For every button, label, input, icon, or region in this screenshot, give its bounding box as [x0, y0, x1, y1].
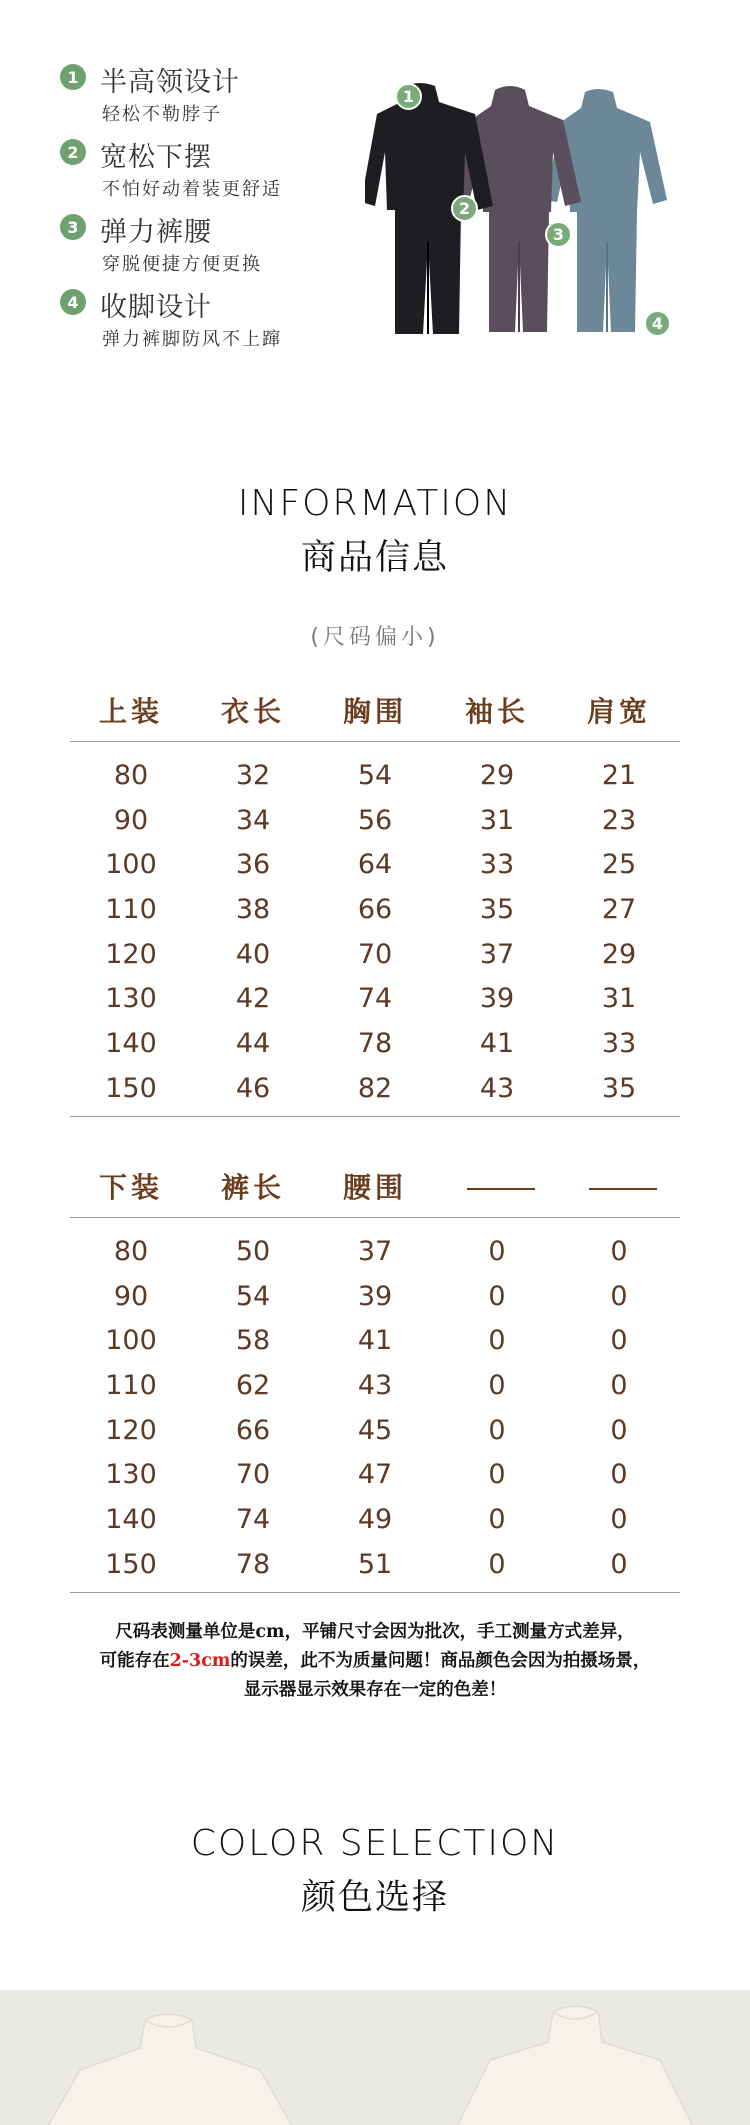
table-cell: 41 — [479, 1028, 515, 1060]
table-body — [70, 754, 680, 1112]
feature-item — [60, 210, 350, 285]
column-header: 衣长 — [220, 695, 285, 728]
table-cell: 21 — [601, 760, 637, 791]
table-cell: 36 — [235, 849, 271, 881]
table-cell: 150 — [105, 1072, 157, 1104]
table-cell: 78 — [357, 1028, 393, 1060]
table-cell: 39 — [357, 1280, 393, 1312]
table-divider — [70, 1116, 680, 1117]
table-cell: 120 — [105, 938, 157, 970]
table-cell: 33 — [479, 849, 515, 881]
disclaimer-text: 可能存在 — [99, 1651, 170, 1671]
white-sweater-previews — [0, 1990, 750, 2125]
table-cell: 0 — [610, 1325, 628, 1357]
table-cell: 0 — [488, 1370, 506, 1402]
table-cell: 49 — [357, 1504, 393, 1536]
table-cell: 0 — [488, 1325, 506, 1357]
table-cell: 78 — [235, 1548, 271, 1580]
table-cell: 100 — [105, 1325, 157, 1357]
table-row — [70, 933, 680, 978]
color-preview-band — [0, 1990, 750, 2125]
table-cell: 130 — [105, 983, 157, 1015]
table-cell: 27 — [601, 894, 637, 926]
table-cell: 0 — [488, 1548, 506, 1580]
table-row — [70, 799, 680, 844]
table-row — [70, 1364, 680, 1409]
feature-number-badge: 1 — [60, 64, 86, 90]
table-cell: 31 — [479, 804, 515, 836]
table-cell: 35 — [601, 1072, 637, 1104]
table-row — [70, 888, 680, 933]
table-cell: 43 — [357, 1370, 393, 1402]
feature-subtitle: 穿脱便捷方便更换 — [102, 254, 262, 275]
table-cell: 0 — [488, 1414, 506, 1446]
table-cell: 140 — [105, 1504, 157, 1536]
table-row — [70, 1319, 680, 1364]
table-row — [70, 1230, 680, 1275]
table-cell: 37 — [357, 1236, 393, 1267]
table-cell: 74 — [357, 983, 393, 1015]
feature-title: 半高领设计 — [100, 67, 240, 98]
table-cell: 66 — [235, 1414, 271, 1446]
table-cell: 0 — [488, 1459, 506, 1491]
table-row — [70, 1409, 680, 1454]
column-header: 胸围 — [342, 695, 407, 728]
callout-pin-1: 1 — [395, 83, 422, 110]
color-heading-zh: 颜色选择 — [300, 1878, 449, 1918]
table-cell: 34 — [235, 804, 271, 836]
column-header: 腰围 — [342, 1171, 407, 1204]
table-cell: 33 — [601, 1028, 637, 1060]
table-cell: 150 — [105, 1548, 157, 1580]
empty-header-dash — [467, 1188, 535, 1190]
table-cell: 0 — [610, 1414, 628, 1446]
column-header: 下装 — [98, 1171, 163, 1204]
table-cell: 80 — [113, 760, 149, 791]
table-cell: 74 — [235, 1504, 271, 1536]
table-cell: 0 — [488, 1504, 506, 1536]
feature-title: 宽松下摆 — [100, 142, 212, 173]
table-cell: 41 — [357, 1325, 393, 1357]
table-cell: 23 — [601, 804, 637, 836]
table-cell: 100 — [105, 849, 157, 881]
table-row — [70, 754, 680, 799]
feature-number-badge: 2 — [60, 139, 86, 165]
table-body — [70, 1230, 680, 1588]
table-cell: 40 — [235, 938, 271, 970]
info-heading-zh: 商品信息 — [300, 538, 449, 578]
table-cell: 54 — [357, 760, 393, 791]
callout-pin-4: 4 — [644, 310, 671, 337]
table-cell: 82 — [357, 1072, 393, 1104]
table-cell: 0 — [488, 1280, 506, 1312]
disclaimer-line — [40, 1647, 710, 1676]
table-cell: 47 — [357, 1459, 393, 1491]
disclaimer-text: 的误差，此不为质量问题！商品颜色会因为拍摄场景， — [230, 1651, 651, 1671]
table-row — [70, 1543, 680, 1588]
feature-list — [60, 60, 350, 360]
table-cell: 0 — [610, 1280, 628, 1312]
column-header: 上装 — [98, 695, 163, 728]
table-cell: 80 — [113, 1236, 149, 1267]
bottom-size-table — [70, 1158, 680, 1593]
table-row — [70, 1022, 680, 1067]
table-cell: 70 — [235, 1459, 271, 1491]
feature-title: 收脚设计 — [100, 292, 212, 323]
table-cell: 140 — [105, 1028, 157, 1060]
table-header-row — [70, 682, 680, 742]
column-header: 裤长 — [220, 1171, 285, 1204]
white-sweater-right — [450, 2006, 700, 2125]
table-cell: 44 — [235, 1028, 271, 1060]
feature-item — [60, 285, 350, 360]
empty-header-dash — [589, 1188, 657, 1190]
table-cell: 66 — [357, 894, 393, 926]
table-cell: 0 — [610, 1548, 628, 1580]
feature-subtitle: 不怕好动着装更舒适 — [102, 179, 282, 200]
table-cell: 29 — [479, 760, 515, 791]
feature-number-badge: 3 — [60, 214, 86, 240]
table-row — [70, 977, 680, 1022]
table-row — [70, 1067, 680, 1112]
table-cell: 32 — [235, 760, 271, 791]
table-cell: 90 — [113, 1280, 149, 1312]
table-cell: 45 — [357, 1414, 393, 1446]
table-cell: 54 — [235, 1280, 271, 1312]
top-size-table — [70, 682, 680, 1117]
table-cell: 0 — [610, 1236, 628, 1267]
feature-item — [60, 135, 350, 210]
disclaimer-highlight: 2-3cm — [169, 1651, 231, 1671]
product-image — [365, 82, 695, 342]
feature-item — [60, 60, 350, 135]
table-cell: 0 — [610, 1504, 628, 1536]
table-cell: 130 — [105, 1459, 157, 1491]
table-cell: 35 — [479, 894, 515, 926]
white-sweater-left — [40, 2014, 300, 2125]
callout-pin-3: 3 — [545, 221, 572, 248]
column-header: 袖长 — [464, 695, 529, 728]
disclaimer-line: 显示器显示效果存在一定的色差！ — [243, 1680, 507, 1700]
table-cell: 38 — [235, 894, 271, 926]
table-cell: 0 — [610, 1370, 628, 1402]
table-cell: 29 — [601, 938, 637, 970]
table-cell: 58 — [235, 1325, 271, 1357]
table-cell: 43 — [479, 1072, 515, 1104]
table-cell: 110 — [105, 894, 157, 926]
table-header-row — [70, 1158, 680, 1218]
table-cell: 50 — [235, 1236, 271, 1267]
table-cell: 46 — [235, 1072, 271, 1104]
table-row — [70, 1498, 680, 1543]
column-header: 肩宽 — [586, 695, 651, 728]
pajama-set-illustration — [365, 82, 695, 342]
measurement-disclaimer — [40, 1618, 710, 1705]
table-row — [70, 843, 680, 888]
disclaimer-line: 尺码表测量单位是cm，平铺尺寸会因为批次，手工测量方式差异， — [115, 1622, 635, 1642]
table-cell: 51 — [357, 1548, 393, 1580]
table-cell: 42 — [235, 983, 271, 1015]
table-cell: 0 — [488, 1236, 506, 1267]
table-row — [70, 1275, 680, 1320]
size-note: (尺码偏小) — [310, 625, 440, 650]
info-heading-en: INFORMATION — [237, 483, 513, 524]
color-heading-en: COLOR SELECTION — [190, 1823, 560, 1864]
table-cell: 31 — [601, 983, 637, 1015]
table-divider — [70, 1592, 680, 1593]
table-cell: 56 — [357, 804, 393, 836]
table-cell: 120 — [105, 1414, 157, 1446]
feature-number-badge: 4 — [60, 289, 86, 315]
feature-subtitle: 弹力裤脚防风不上蹿 — [102, 329, 282, 350]
table-cell: 37 — [479, 938, 515, 970]
feature-title: 弹力裤腰 — [100, 217, 212, 248]
table-cell: 90 — [113, 804, 149, 836]
table-cell: 62 — [235, 1370, 271, 1402]
table-cell: 110 — [105, 1370, 157, 1402]
table-cell: 39 — [479, 983, 515, 1015]
table-cell: 25 — [601, 849, 637, 881]
table-cell: 64 — [357, 849, 393, 881]
feature-subtitle: 轻松不勒脖子 — [102, 104, 222, 125]
table-cell: 0 — [610, 1459, 628, 1491]
table-row — [70, 1453, 680, 1498]
table-cell: 70 — [357, 938, 393, 970]
callout-pin-2: 2 — [451, 195, 478, 222]
